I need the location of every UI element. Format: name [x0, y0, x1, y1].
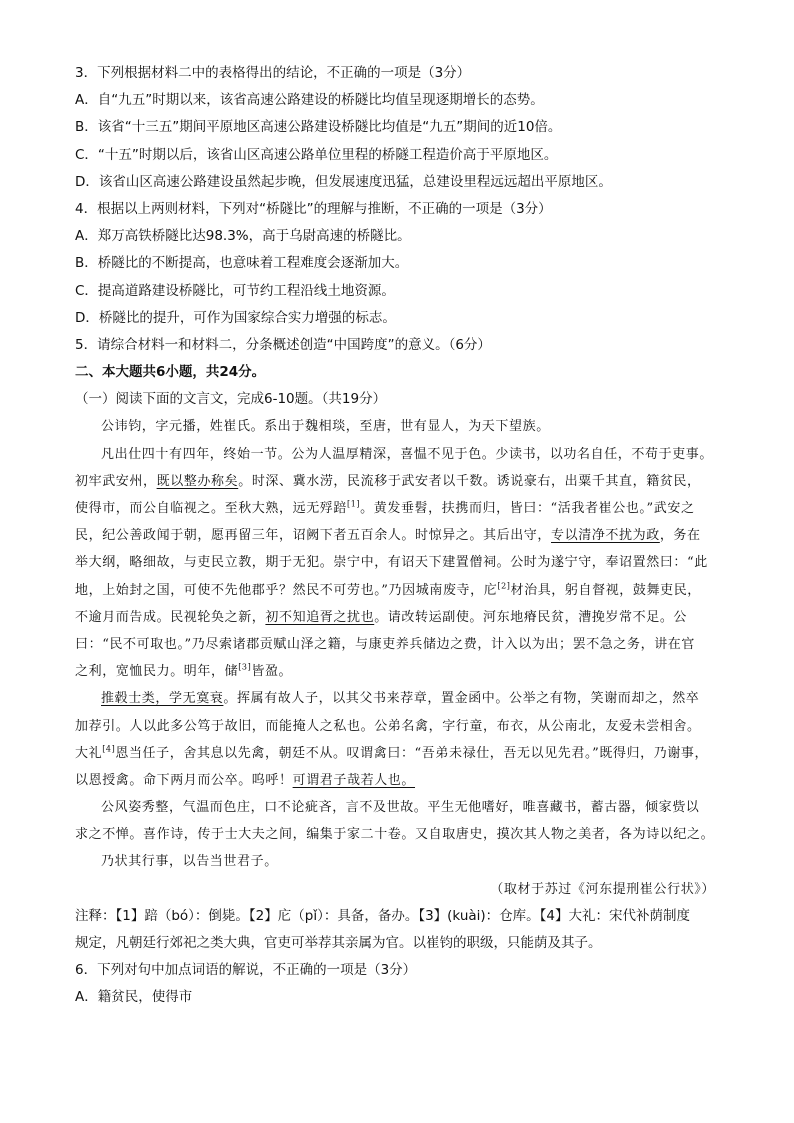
text-run: 以恩授禽。命下两月而公卒。呜呼！: [75, 772, 293, 788]
passage-source: （取材于苏过《河东提刑崔公行状》）: [490, 881, 715, 897]
passage-p2-line: 曰：“民不可取也。”乃尽索诸郡贡赋山泽之籍，与康吏养兵储边之费，计入以为出；罢不急之务，讲在官: [75, 636, 695, 652]
text-run: 。请改转运副使。河东地瘠民贫，漕挽岁常不足。公: [374, 609, 688, 625]
passage-p3-line: [75, 767, 735, 794]
text-run: 地，上始封之国，可使不先他郡乎？然民不可劳也。”乃因城南废寺，庀: [75, 582, 498, 598]
passage-p5: 乃状其行事，以告当世君子。: [101, 854, 278, 870]
exam-page: [75, 60, 735, 1012]
q5-stem: 5．请综合材料一和材料二，分条概述创造“中国跨度”的意义。（6分）: [75, 336, 491, 353]
q4-option-a: A．郑万高铁桥隧比达98.3%，高于乌尉高速的桥隧比。: [75, 228, 411, 245]
passage-p2-line: [75, 577, 735, 604]
q3-stem: 3．下列根据材料二中的表格得出的结论，不正确的一项是（3分）: [75, 65, 471, 81]
passage-p2-line: [75, 468, 735, 495]
underlined-sentence: 初不知追胥之扰也: [265, 609, 375, 625]
notes-line: 规定，凡朝廷行郊祀之类大典，官吏可举荐其亲属为官。以崔钧的职级，只能荫及其子。: [75, 935, 602, 951]
passage-p3-line: 加荐引。人以此多公笃于故旧，而能掩人之私也。公弟名禽，字行童，布衣，从公南北，友爱未尝相舍。: [75, 718, 701, 734]
text-run: 恩当任子，舍其息以先禽，朝廷不从。叹谓禽曰：“吾弟未禄仕，吾无以见先君。”既得归，乃谢事，: [115, 745, 709, 761]
underlined-sentence: 可谓君子哉若人也。: [292, 772, 416, 788]
passage-p4-line: 公风姿秀整，气温而色庄，口不论疵吝，言不及世故。平生无他嗜好，唯喜藏书，蓄古器，倾家赀以: [101, 800, 700, 816]
q3-option-b: B．该省“十三五”期间平原地区高速公路建设桥隧比均值是“九五”期间的近10倍。: [75, 119, 562, 136]
text-run: 材治具，躬自督视，鼓舞吏民，: [510, 582, 701, 598]
text-run: 。时深、冀水涝，民流移于武安者以千数。诱说豪右，出粟千其直，籍贫民，: [238, 473, 701, 489]
q3-option-a: A．自“九五”时期以来，该省高速公路建设的桥隧比均值呈现逐期增长的态势。: [75, 92, 544, 109]
passage-p2-line: [75, 658, 735, 685]
text-run: 。黄发垂髫，扶携而归，皆曰：“活我者崔公也。”武安之: [360, 501, 695, 516]
passage-p3-line: [75, 740, 735, 767]
underlined-sentence: 推毂士类，学无寞衰: [101, 691, 224, 707]
q4-stem: 4．根据以上两则材料，下列对“桥隧比”的理解与推断，不正确的一项是（3分）: [75, 200, 552, 217]
footnote-ref: [4]: [102, 744, 116, 754]
text-run: 之利，宽恤民力。明年，储: [75, 664, 239, 680]
passage-p2-line: [75, 495, 735, 522]
passage-p2-line: [75, 604, 735, 631]
text-run: 不逾月而告成。民视轮奂之新，: [75, 609, 266, 625]
underlined-sentence: 专以清净不扰为政: [551, 528, 660, 544]
text-run: 使得市，而公自临视之。至秋大熟，远无殍踣: [75, 501, 348, 516]
section-2-title: 二、本大题共6小题，共24分。: [75, 364, 266, 381]
footnote-ref: [2]: [497, 581, 511, 591]
notes-line: 注释：【1】踣（bó）：倒毙。【2】庀（pǐ）：具备，备办。【3】(kuài)：仓库。【4】大礼：宋代补荫制度: [75, 907, 691, 924]
q6-option-a: A．籍贫民，使得市: [75, 989, 193, 1006]
section-2-subtitle: （一）阅读下面的文言文，完成6-10题。（共19分）: [75, 391, 387, 408]
passage-p2-line: 举大纲，略细故，与吏民立教，期于无犯。崇宁中，有诏天下建置僧祠。公时为遂宁守，奉诏置然曰：“此: [75, 555, 708, 571]
text-run: 初牢武安州，: [75, 473, 157, 489]
q4-option-b: B．桥隧比的不断提高，也意味着工程难度会逐渐加大。: [75, 255, 409, 272]
q3-option-d: D．该省山区高速公路建设虽然起步晚，但发展速度迅猛，总建设里程远远超出平原地区。: [75, 173, 612, 190]
footnote-ref: [1]: [347, 499, 361, 509]
text-run: ，务在: [659, 528, 701, 544]
underlined-sentence: 既以整办称矣: [156, 473, 239, 489]
footnote-ref: [3]: [238, 662, 252, 672]
passage-p2-line: [75, 522, 735, 549]
text-run: 大礼: [75, 745, 103, 761]
q3-option-c: C．“十五”时期以后，该省山区高速公路单位里程的桥隧工程造价高于平原地区。: [75, 146, 558, 163]
passage-p2-line: 凡出仕四十有四年，终始一节。公为人温厚精深，喜愠不见于色。少读书，以功名自任，不苟于吏事。: [101, 446, 714, 462]
text-run: 民，纪公善政闻于朝，愿再留三年，诏阙下者五百余人。时惊异之。其后出守，: [75, 528, 552, 544]
passage-p3-line: [75, 685, 735, 712]
text-run: 。挥属有故人子，以其父书来荐章，置金函中。公举之有物，笑谢而却之，然卒: [223, 691, 700, 707]
text-run: 皆盈。: [251, 664, 293, 680]
passage-p1: 公讳钧，字元播，姓崔氏。系出于魏相琰，至唐，世有显人，为天下望族。: [101, 419, 550, 435]
q6-stem: 6．下列对句中加点词语的解说，不正确的一项是（3分）: [75, 962, 417, 979]
passage-p4-line: 求之不惮。喜作诗，传于士大夫之间，编集于家二十卷。又自取唐史，摸次其人物之美者，各为诗以纪之。: [75, 827, 715, 843]
q4-option-d: D．桥隧比的提升，可作为国家综合实力增强的标志。: [75, 309, 396, 326]
q4-option-c: C．提高道路建设桥隧比，可节约工程沿线土地资源。: [75, 282, 395, 299]
